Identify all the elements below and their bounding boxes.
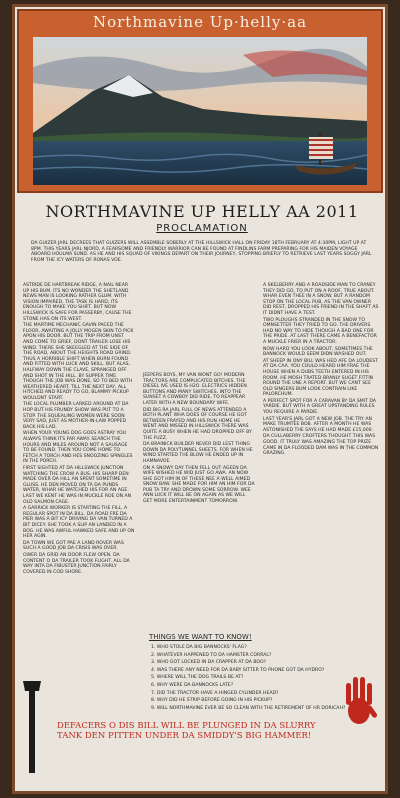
verse: A PERFECT SPOT FOR A CARAVAN BY DA SMIT DA YARDIE. BUT WITH A GREAT UPSTANDING RULES YOU REQUIRE A PARDIE.: [263, 398, 376, 416]
page-subtitle: PROCLAMATION: [156, 223, 248, 234]
list-item: 6. WHY WERE DA BANNOCKS LATE?: [151, 682, 234, 688]
verse: DID BIG RA JARL FULL OF NEWS ATTENDED A BOTH PLANT WHA DOES OF COURSE HE GOT BETWEEN FRAYED AND HIS RUN HOME HE WENT AND MISSED IN HILLSWICK THERE WAS QUITE A BUSY WHEN HE HAD DROPPED OFF BY THE FUZZ.: [143, 407, 252, 441]
list-item: 8. WHY DID HE STRIP BEFORE GOING IN HIS PICKUP?: [151, 698, 273, 704]
verse: ON A SNOWY DAY THEN FELL OUT AGEEN DA WIFE WISHED HE WID JUST GO AWA. AN NOW SHE GOT HIM IN OF THESE NEE A WELL AIMED SNOW BAW. SHE MADE FOR HIM AN HIM FOR DA PUB TA TRY AND DROWN SOME SORROW. WEE ANN LUCK IT WILL BE ON AGAIN AS WE WILL GET MORE ENTERTAINMENT TOMORROW.: [143, 465, 255, 505]
page-title: NORTHMAVINE UP HELLY AA 2011: [45, 202, 359, 221]
verse: AT SHEEP IN ONY BILL WAS HED AFE DA LOUDEST AT DA CAA. YOU COULD HEARD HIM FRAE THE HOUSE WHEN A DUBS TEETH ENTERED IN HIS ROOM. HE MOSH TRATED BRANLY SUGET FITTIN ROUND THE UNE A REPORT. BUT WE CANT SEE OLD SINGERS BUM LOOK CONTRAIN LIKE PALORCHUM.: [263, 358, 379, 398]
verse: OWER DA GRID AN DOOR FLEW OPEN. DA CONTENT O DA TRAILER TOOK FLIGHT. ALL DA WAY INTA DA FIBUSTER JUNCTION FAIRLY COVERED IN COD SHORE.: [23, 552, 130, 575]
warning-footer: [57, 721, 347, 741]
verse: A GARRICK WORKER IS STARTING THE FILL, A REGULAR SPOT IN DA BILL. DA ROAD FRE DA PIER WAS A BIT ICY DRIVING DA VAN TURNED A BIT DICEY. SHE TOOK A SLIP AN LANDED IN A BOG. HE WAS AWFUL HAWKED SAFE AND UP ON HER AGIN.: [23, 506, 135, 540]
column-left: [23, 283, 135, 576]
column-middle: [143, 373, 255, 506]
verse: FIRST SIGHTED AT DA HILLSWICK JUNCTION WATCHING THE CROW A BUS. HIS SHARP DEN MADE OVER DA HILL AN SPENT SOMETIME IN GLUSS. HE DEN MOVED ON TA DA PUNDS WATER, WHAR HE WATCHED HIS FOR AN AGE. LAST WE KENT HE WAS IN MUCKLE ROE ON AN OLD SALMON CAGE.: [23, 466, 132, 505]
warning-line-1: DEFACERS O DIS BILL WILL BE PLUNGED IN DA SLURRY: [57, 721, 316, 731]
verse: THE MARTIME MECHANIC GAVIN PACED THE FLOOR, AWAITING A JOLLY MOGEN SKIN TO PICK APON HIS DOOR. BUT THE TRIP FROM UNST AND COME TO GRIEF, DONT TRAILER LOSE HIS WIND. THERE SHE SKEEGLED AT THE SIDE OF THE ROAD, ABOUT THE HEIGHTS ROAD GRIND. THUS A HORRIBLE SHIFT WHEN BURN FOUND AND FITTED WITH LUCK AND SKILL. BUT ALAS, HALFWAY DOWN THE CLAVE, SPRANGED OFF AND SHOT IN THE HILL. BY SUPPER TIME THOUGH THE JOB WAS DONE, SO TO BED WITH WEATHERED HEART. TILL THE NEXT DAY, ALL HITCHED AND READY TO GO, BLAMMY PICKUP WOULDNT START.: [23, 323, 134, 401]
list-item: 2. WHATEVER HAPPENED TO DA HAMSTER CORRAL?: [151, 652, 272, 658]
viking-longship-painting: [33, 37, 367, 185]
list-item: 1. WHO STOLE DA BIG BANNOCKS' FLAG?: [151, 645, 247, 650]
verse: DA TOWN WE GOT PAE A LAND ROVER WAS SUCH A GOOD JOB DA CRISIS WAS OVER.: [23, 540, 124, 552]
lamp-post-icon: [19, 677, 45, 773]
verse: A SKELBERRY AND A ROADSIDE MAN TO CRANEY THEY DID GO, TO PUT ON A ROOF, TRUE ABOUT. WHAR EVEN THEE IN A SNOW. BUT A RANDOM STOP ON THE LOCAL PUB, AS THE VAN OWNER DID REST, DROPPED HIS FRIEND IN THE SHAFT AS IT DIDNT HAVE A TEST.: [263, 283, 379, 316]
verse: THE LOCAL PLUMBER LARKED AROUND AT DA HOP BUT HIS FRUNDY SHOW WAS PUT TO A STOP. THE SQUEALING WOMEN WERE SOON VERY SAD, JUST AS MOTHER-IN-LAW POPPED BACK HIS LAD.: [23, 402, 129, 430]
verse: ASTRIDE DE HARTBREAK RIDGE, A NAIL NEAR UP HIS BUM. ITS NO WONDER THE SHETLAND NEWS MAN IS LOOKING RATHER GLUM. WITH VISION IMPAIRED, THE TASK IS HARD, ITS ENOUGH TO MAKE YOU SHIFT. BUT NOW HILLSWICK IS SAFE FOR PASSERBY, CAUSE THE STONE HAS ON ITS WEST.: [23, 283, 132, 322]
list-item: 3. WHO GOT LOCKED IN DA CRAPPER AT DA BOO?: [151, 660, 267, 666]
list-item: 9. WILL NORTHMAVINE EVER BE SO CLEAN WITH THE RETIREMENT OF HR DORICAH?: [151, 705, 346, 711]
verse: LAST YEAR'S JARL GOT A NEW JOB. THE TRY AN MAKE TRUMTEE BOB. AFTER A MONTH HE WAS ASTONISHED THE SAYS HE HAD MADE £15,000.: [263, 416, 374, 433]
verse: WHEN YOUR YOUNG DOG GOES ASTRAY YOU ALWAYS THINK ITS FAR AWAY. SEARCH THE HOURS AND MILES AROUND NOT A SAUSAGE TO BE FOUND. THEN YOU COME HOME TO FETCH A TORCH AND HES SNOOZING SPINGLES IN THE PORCH.: [23, 431, 133, 465]
verse: DA BRAINICK BUILDER NEVER DID LEST THING DOWN DA POLYTUNNEL SHEETS. FOR WHEN HE WIND STARTED THE BLOW HE ENDED UP IN HAMNAVOE.: [143, 442, 253, 464]
column-right: [263, 283, 379, 458]
list-item: 4. WAS THERE ANY NEED FOR DA BABY SITTER TO PHONE GOT DA HYDRO?: [151, 667, 325, 673]
proclamation-board: [12, 4, 388, 794]
banner-title: Northmavine Up·helly·aa: [92, 13, 308, 31]
list-item: 7. DID THE TRACTOR HAVE A HINGED CYLINDER HEAD?: [151, 690, 279, 696]
verse: DA CULLABERRY CROFTERS THOUGHT THIS WAS GOOD. IT TRULY WAS AMAZING THE TOP PRIZE CAME IN DA FLOODED DAM WAS IN THE COMMON GRAZING.: [263, 434, 379, 457]
header-banner: [17, 9, 383, 193]
intro-paragraph: DA GUIZER JARL DECREES THAT GUIZERS WILL ASSEMBLE SOBERLY AT THE HILLSWICK HALL ON FRIDAY 18TH FEBRUARY AT 4:30PM, LIGHT UP AT 8PM. THIS YEARS JARL NJORD, A FEARSOME AND FRIENDLY WARRIOR CAN BE FOUND AT FINDLINS FARM PREPARING FOR HIS MAIDEN VOYAGE ABOARD HOULMA SUND. AS HE AND HIS SQUAD OF VIKINGS DEPART ON THEIR JOURNEY, STOPPING BRIEFLY TO RETRIEVE LAST YEARS SOGGY JARL FROM THE ICY WATERS OF RONAS VOE.: [31, 241, 372, 263]
verse: NOW HARD YOU LOOK ABOUT, SOMETIMES THE BANNOCK WOULD SEEM DIDN WASHED OUT.: [263, 346, 373, 358]
proclamation-text: [23, 201, 381, 781]
things-we-want-to-know-list: [151, 645, 351, 713]
verse: TWO PLOUGHS STRANDED IN THE SNOW TO OMNSETTER THEY TRIED TO GO. THE DRIVERS HAD NO WAY TO HIDE THOUGH A BAD ONE FOR THE PRIDE. AT LAST THERE CAME A BENEFACTOR A MUCKLE FRIER IN A TRACTOR.: [263, 317, 377, 345]
verse: JEEPERS BOYS, MY VAN WONT GO! MODERN TRACTORS ARE COMPLICATED BITCHES. THE DIESEL IVE USED IS H2O. ELECTRICS HIDDEN BUTTONS AND MANY SWITCHES. INTO THE SUNSET A COWBOY DID RIDE, TO REAPPEAR LATER WITH A NEW BOUNDARY WIFE.: [143, 373, 247, 406]
warning-line-2: TANK DEN PITTEN UNDER DA SMIDDY'S BIG HAMMER!: [57, 731, 312, 741]
list-item: 5. WHERE WILL THE DOG TRAILS BE AT?: [151, 675, 244, 681]
things-we-want-to-know-title: THINGS WE WANT TO KNOW!: [149, 633, 252, 641]
